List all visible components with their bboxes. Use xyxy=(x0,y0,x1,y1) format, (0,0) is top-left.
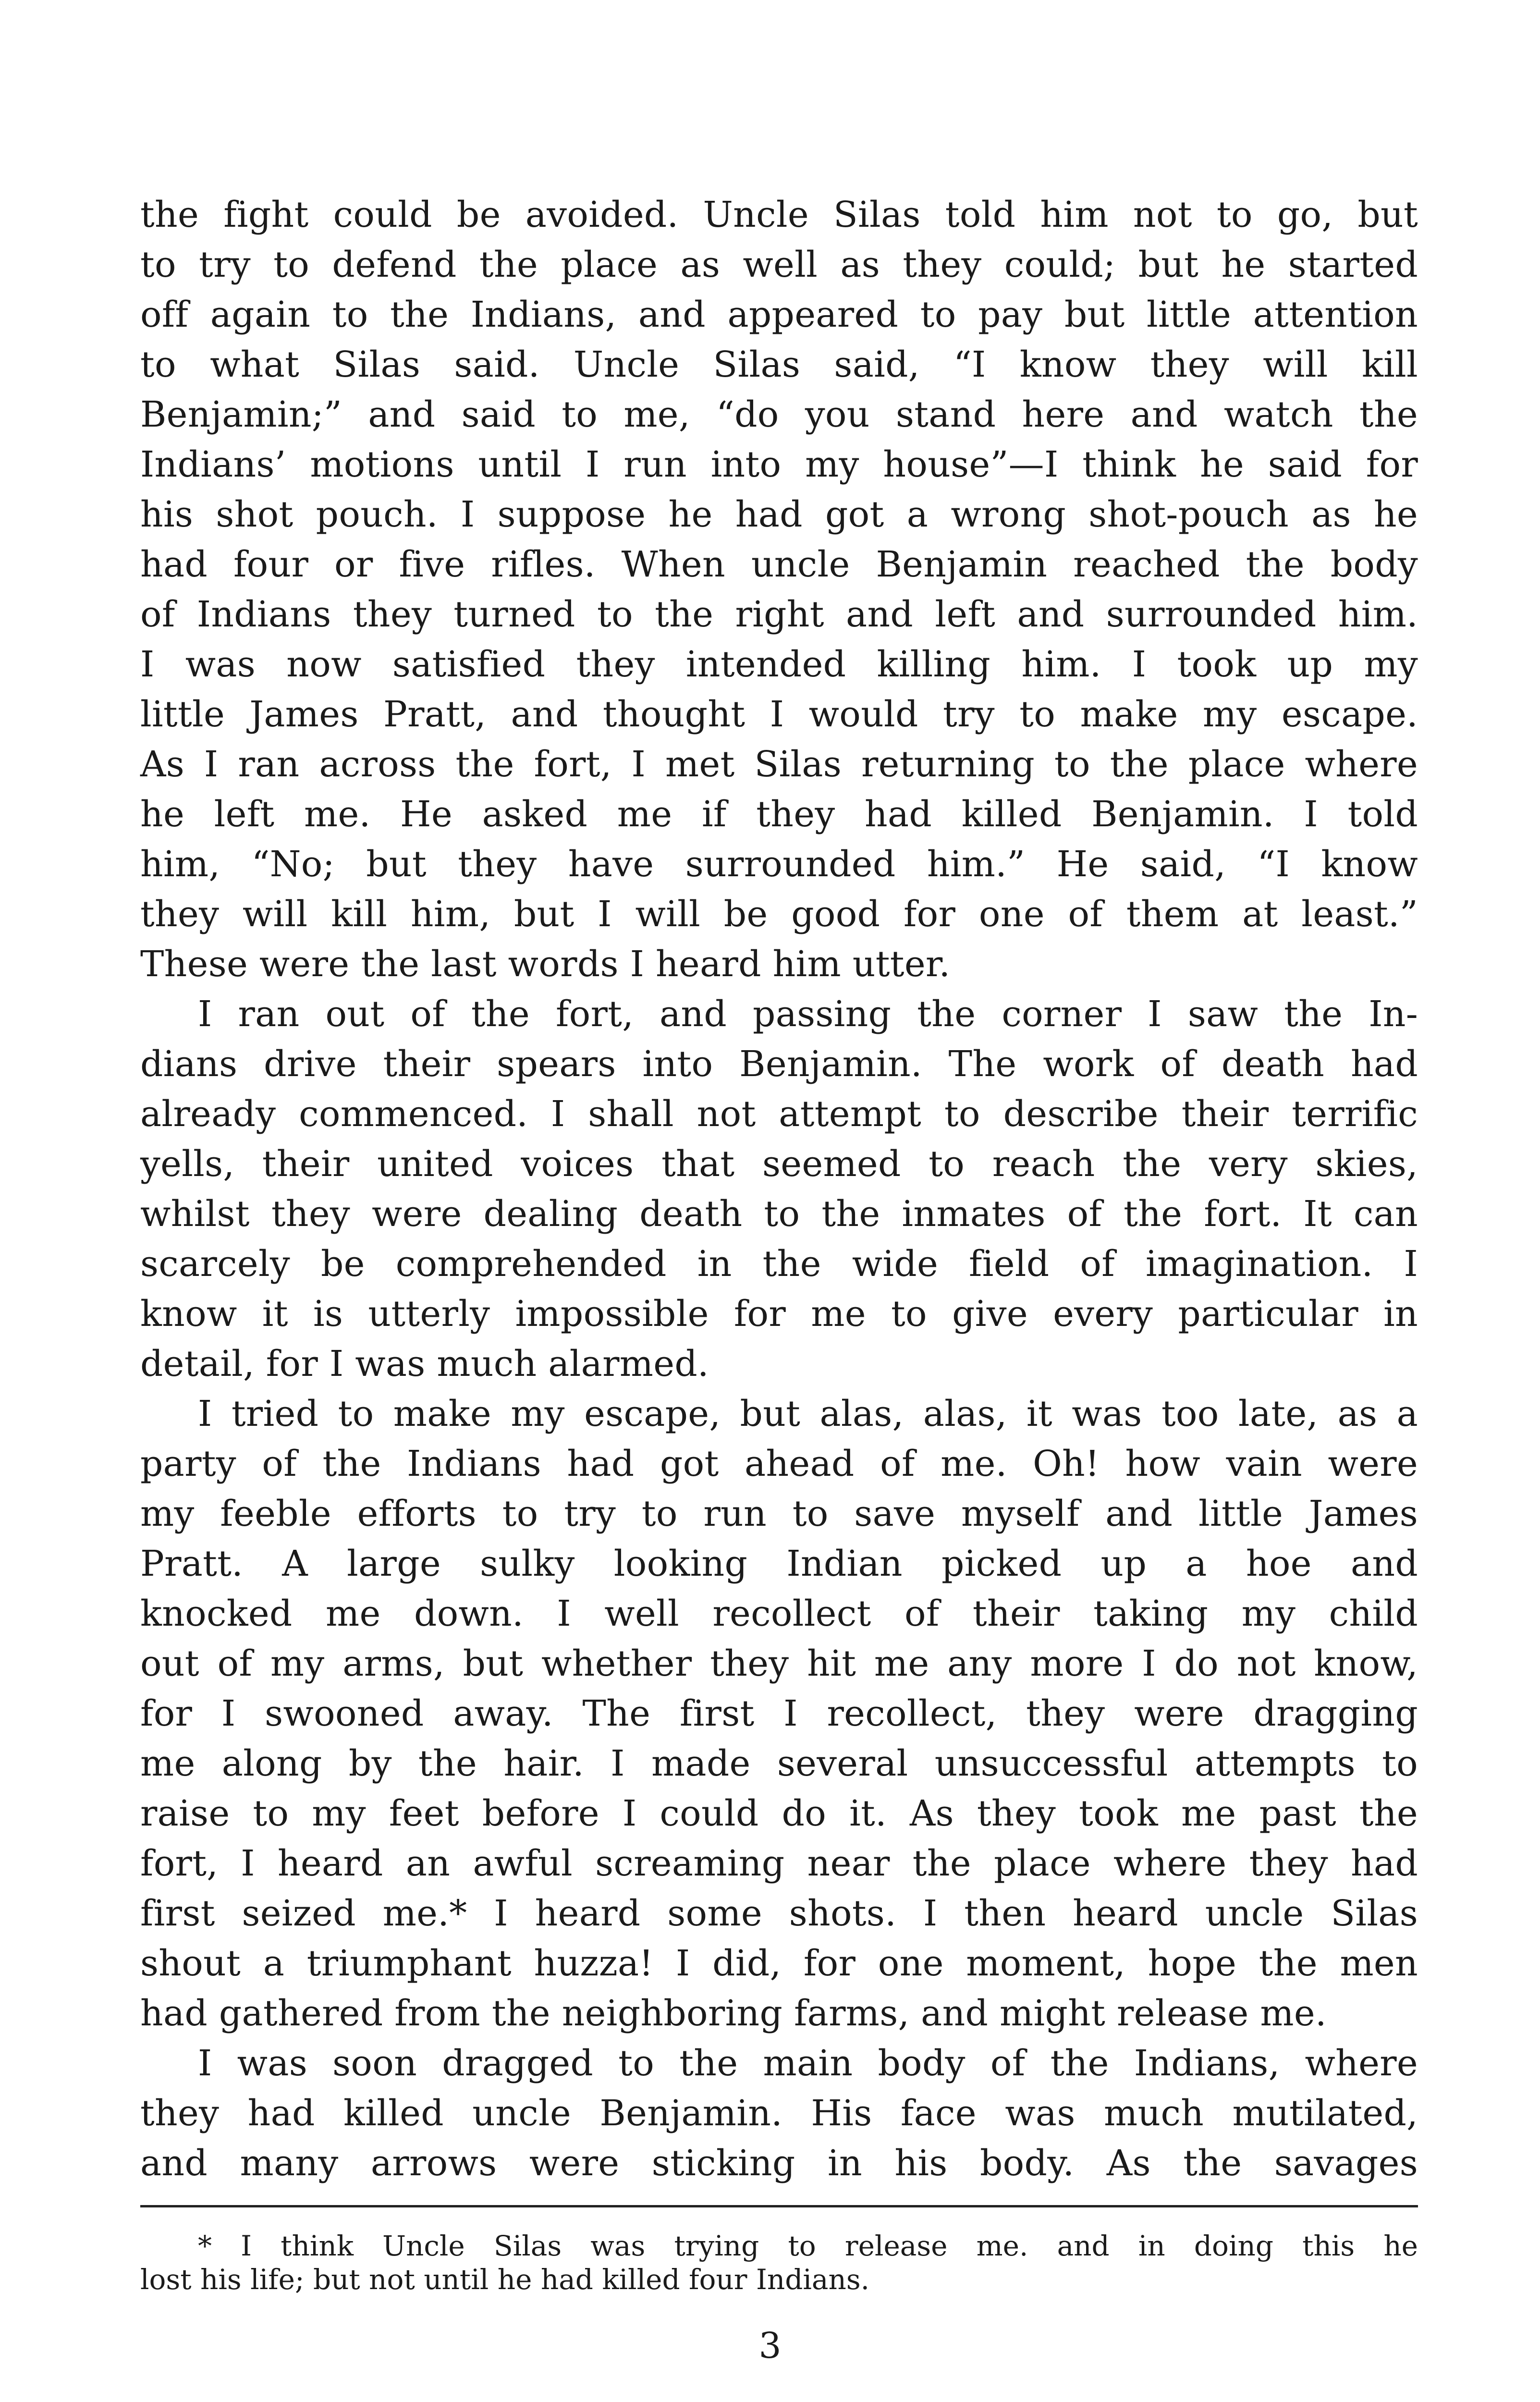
text-line: me along by the hair. I made several unsuccessful attempts to xyxy=(140,1743,1418,1784)
text-line: Indians’ motions until I run into my house”—I think he said for xyxy=(140,444,1418,485)
text-line: detail, for I was much alarmed. xyxy=(140,1343,709,1385)
footnote-line: * I think Uncle Silas was trying to release me. and in doing this he xyxy=(198,2230,1418,2262)
text-line: and many arrows were sticking in his body. As the savages xyxy=(140,2143,1418,2184)
text-line: had four or five rifles. When uncle Benjamin reached the body xyxy=(140,544,1418,585)
footnote-line: lost his life; but not until he had killed four Indians. xyxy=(140,2263,870,2296)
text-line: I was soon dragged to the main body of the Indians, where xyxy=(198,2043,1418,2084)
text-line: knocked me down. I well recollect of their taking my child xyxy=(140,1593,1418,1634)
text-line: dians drive their spears into Benjamin. The work of death had xyxy=(140,1043,1418,1085)
text-line: I was now satisfied they intended killing him. I took up my xyxy=(140,644,1418,685)
text-line: Benjamin;” and said to me, “do you stand here and watch the xyxy=(140,394,1418,435)
text-line: him, “No; but they have surrounded him.” He said, “I know xyxy=(140,844,1418,885)
text-line: scarcely be comprehended in the wide field of imagination. I xyxy=(140,1243,1418,1285)
text-line: of Indians they turned to the right and left and surrounded him. xyxy=(140,594,1418,635)
text-line: out of my arms, but whether they hit me any more I do not know, xyxy=(140,1643,1418,1684)
text-line: know it is utterly impossible for me to give every particular in xyxy=(140,1293,1418,1335)
text-line: fort, I heard an awful screaming near the place where they had xyxy=(140,1843,1418,1884)
text-line: the fight could be avoided. Uncle Silas told him not to go, but xyxy=(140,194,1418,235)
text-line: they will kill him, but I will be good for one of them at least.” xyxy=(140,894,1418,935)
text-line: little James Pratt, and thought I would try to make my escape. xyxy=(140,694,1418,735)
text-line: first seized me.* I heard some shots. I then heard uncle Silas xyxy=(140,1893,1418,1934)
text-line: his shot pouch. I suppose he had got a wrong shot-pouch as he xyxy=(140,494,1418,535)
text-line: These were the last words I heard him utter. xyxy=(140,944,951,985)
footnote-divider xyxy=(140,2205,1418,2207)
text-line: party of the Indians had got ahead of me. Oh! how vain were xyxy=(140,1443,1418,1484)
text-line: he left me. He asked me if they had killed Benjamin. I told xyxy=(140,794,1418,835)
page-body xyxy=(140,190,1418,2188)
text-line: Pratt. A large sulky looking Indian picked up a hoe and xyxy=(140,1543,1418,1584)
text-line: already commenced. I shall not attempt to describe their terrific xyxy=(140,1093,1418,1135)
text-line: raise to my feet before I could do it. As they took me past the xyxy=(140,1793,1418,1834)
text-line: my feeble efforts to try to run to save myself and little James xyxy=(140,1493,1418,1534)
text-line: to try to defend the place as well as they could; but he started xyxy=(140,244,1418,285)
text-line: off again to the Indians, and appeared to pay but little attention xyxy=(140,294,1418,335)
text-line: I ran out of the fort, and passing the corner I saw the In- xyxy=(198,993,1418,1035)
text-line: yells, their united voices that seemed to reach the very skies, xyxy=(140,1143,1418,1185)
text-line: As I ran across the fort, I met Silas returning to the place where xyxy=(140,744,1418,785)
text-line: had gathered from the neighboring farms, and might release me. xyxy=(140,1993,1327,2034)
footnote xyxy=(140,2229,1418,2296)
page-number: 3 xyxy=(758,2325,782,2366)
text-line: they had killed uncle Benjamin. His face was much mutilated, xyxy=(140,2093,1418,2134)
text-line: to what Silas said. Uncle Silas said, “I know they will kill xyxy=(140,344,1418,385)
text-line: for I swooned away. The first I recollect, they were dragging xyxy=(140,1693,1418,1734)
text-line: whilst they were dealing death to the inmates of the fort. It can xyxy=(140,1193,1418,1235)
text-line: shout a triumphant huzza! I did, for one moment, hope the men xyxy=(140,1943,1418,1984)
text-line: I tried to make my escape, but alas, alas, it was too late, as a xyxy=(198,1393,1418,1434)
